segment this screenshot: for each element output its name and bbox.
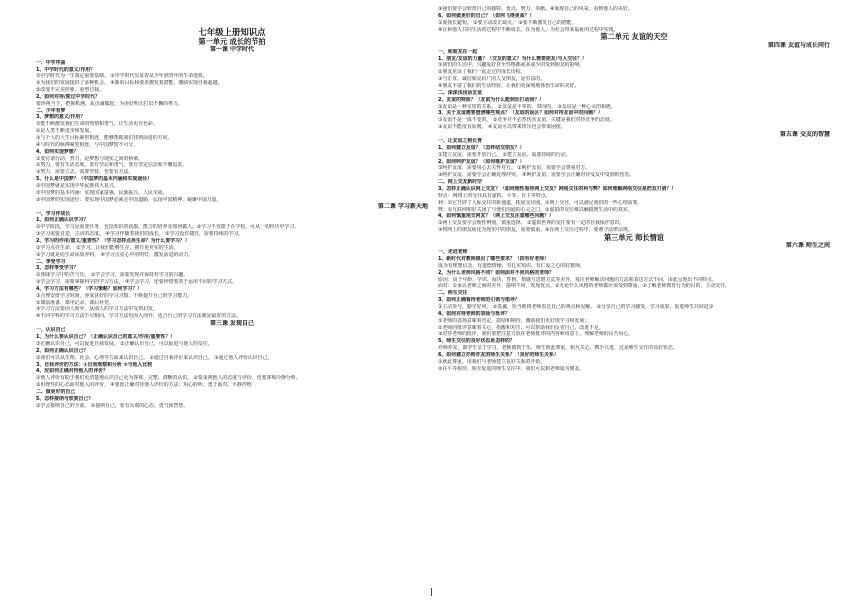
heading-line: 5、师生交往的良好状态是怎样的？ [438,338,515,345]
text-line: ②是人类不断进步和发展。 [36,128,95,135]
text-line: ①体味学习中的苦与乐， ②学会学习，需要发现并保持对学习的兴趣。 [36,272,189,279]
heading-line: 第三单元 师长情谊 [603,232,664,242]
heading-line: 6、如何做更好的自己？（如何飞得更高？） [438,12,535,19]
heading-line: 3、自我评价的方法：①自我观察和分析 ②与他人比较 [36,361,153,368]
heading-line: 2、为什么老师风格不同？如何面对不同风格的老师？ [438,269,554,276]
text-line: ②老师的批评意味着关心，指醒和劝告，可以帮助我们反省自己，改进不足。 [438,324,604,331]
text-line [36,53,428,60]
heading-line: 2、友谊的特质？（友谊为什么能到处打动我？） [438,96,545,103]
text-line: ③我们要学会欣赏自己的独特、优点、努力、奉献。④展现自己的风采，看到他人的美好。 [438,6,633,12]
heading-line: 一、认识自己 [36,327,66,334]
text-line: 亦师亦友，即学生亲于学习，老师离教于乐，师生彼此尊重，相互关心，携手共进，这是师生交往的良好状态。 [438,345,678,352]
text-line: ①正确认识自己，可以促进自我发展。 ②正确认识自己，可以促进与他人的交往。 [36,341,213,347]
text-line: ③呵护友谊，需要学会正确处理冲突。 ④呵护友谊，需要学会正确对待受友中受到的伤害。 [438,172,635,179]
heading-line: 1、如何正确认识学习？ [36,217,89,224]
heading-line: 二、享受学习 [36,258,66,265]
text-line: 特点：网络上的交往具有虚拟、平等、自主等特点。 [438,192,551,199]
text-line: ①我们的生活中，兴趣爱好甚至性格都或多或少的受到朋友的影响。 [438,62,585,69]
heading-line: 4、应如何正确对待他人的评价？ [36,368,108,375]
text-line: ①中学阶段，学习是重要任务，包括知识的获取，能力的培养及如何做人。②学习不仅限于在学校，可从一切经历中学习。 [36,224,300,231]
text-line: ①我们可以从生理、社会、心理等方面来认识自己。 ②通过自我评价来认识自己。 ③通过他人评价认识自己。 [36,354,273,361]
text-line: ③学习就是给生命添加养料， ④学习点亮心中的明灯，激发前进的动力。 [36,251,194,258]
text-line: 利：①它开辟了人际交往的新通道，拓展交往圈。②网上交往，可以满足我们的一些心理需要。 [438,199,643,206]
heading-line: 2、如何正确认识自己？ [36,347,89,354]
heading-line: 2、如何呵护友谊？（如何维护友谊？） [438,158,525,165]
heading-line: 二、深深浅浅话友谊 [438,89,483,96]
text-line: ③学习需要自觉、主动的态度。 ④学习伴随着我们的成长。 ⑤学习没有捷径，需要持续的学习。 [36,231,243,238]
text-line: ①合理安排学习时间，养成良好的学习习惯，不断提升自己的学习能力。 [36,292,192,299]
text-line: ③与个人的人生目标紧密相连，能够帮助我们找到前进的方向。 [36,135,173,141]
text-line: ①要扬长避短。 ②要主动改正缺点。 ③要不断激发自己的潜能。 [438,19,577,26]
text-line: ③用理性的心态面对他人的评价。 ④要愿正确对待他人评价的方法：用心聆听、勇于面对、平静控绝 [36,382,252,389]
text-line: ①建立友谊，需要开放自己。 ②建立友谊，需要持续的行动。 [438,151,571,158]
heading-line: 6、如何建立亦师亦友的师生关系？（良好的师生关系） [438,351,559,358]
text-line: ⑤改变不完美形象，重塑自我。 [36,87,104,94]
heading-line: 二、少年有梦 [36,107,66,114]
heading-line: 1、朋友/友谊的力量？（交友的意义？为什么需要朋友/与人交往？） [438,55,587,62]
heading-line: 3、怎样正确认识网上交友？（如何理性看待网上交友？网络交往的利与弊？如何理解网络交往是把双刃剑？） [438,185,677,192]
text-line: ①呵护友谊，需要用心去关怀对方。 ②呵护友谊，需要学会尊重对方。 [438,165,591,172]
heading-line: 二、网上交友新时空 [438,179,483,186]
heading-line: 第四课 友谊与成长同行 [767,41,830,49]
heading-line: 1、中学时代的意义/作用？ [36,66,95,73]
text-line: ③为我们的发展提供了多种机会。 ④新的目标和要求激发着潜能，激励实现自我超越。 [36,80,223,87]
text-line: ①学习点亮生命， ②学习，让我们能够生存，拥有更充实的生活。 [36,244,179,251]
text-line: 要珍视当下，把握机遇，从点滴做起，为美好明天打出不懈的努力。 [36,100,183,107]
heading-line: 4、如何对待老师的表扬与批评？ [438,310,510,317]
text-line: ③与正直、诚信和见识广的人交朋友，是有益的。 [438,76,546,83]
heading-line: 5、什么是中国梦？（中国梦的基本内涵和实现途径） [36,176,152,183]
heading-line: 一、让友谊之树长青 [438,138,483,145]
heading-line: 一、中学序曲 [36,59,66,66]
text-line: ①网上交友要学会理性辨别，慎重选择。 ②虚拟世界的交往要有一定的自我保护意识。 [438,220,625,227]
heading-line: 2、如何对待/度过中学时代？ [36,93,100,100]
text-line: 弊：①互联网和好关闭了与他们沟通的心灵之门。②虚拟的交往难以触摸到生活中的真实。 [438,206,633,213]
text-line: ②努力，要有生活态度，要有坚忍和勇气，要有坚定信念和不懈追求。 [36,162,188,169]
heading-line: 二、师生交往 [438,290,468,297]
heading-line: 1、为什么要认识自己？（正确认识自己的意义/作用/重要性？） [36,334,176,341]
text-line: ③友谊不能没有原则。 ④友谊可以带来快乐也会带来困扰。 [438,124,566,131]
heading-line: 第五课 交友的智慧 [779,130,830,138]
text-line: 成为有理想信念、有道德情操、有扎实知识、有仁爱之心的好教师。 [438,262,585,269]
text-line: ②中国梦的基本内涵：实现国家富强、民族振兴、人民幸福。 [36,189,168,196]
heading-line: 第一单元 成长的节拍 [198,36,266,46]
text-line: ①中学时代为一生奠定重要基础。 ②中学时代见证着从少年到青年的生命进阶。 [36,73,208,80]
text-line: ③将网上的朋友转化为现实中的朋友，需要慎重。④在网上交往过程中，要遵守法律法规。 [438,227,633,234]
text-line: ③对待老师的批评，我们要把注意力放在老师批评的内容和用意上，理解老师的良苦用心。 [438,331,634,338]
text-line: ④在和他人共同生活的过程中不断成长，在为他人、为社会带来福祉的过程中实现。 [438,26,619,33]
text-line: ④不同学科的学习方法不尽相同，学习方法也因人而异，适合自己的学习方法就是最好的方法。 [36,313,241,320]
heading-line: 第二单元 友谊的天空 [600,32,668,42]
heading-line: 第二课 学习新天地 [377,203,428,211]
heading-line: 1、新时代对教师提出了哪些要求？（四有好老师） [438,256,549,263]
text-line: ①学会接纳自己的全部。 ②接纳自己，要有乐观的心态、勇气和智慧。 [36,402,189,409]
heading-line: 3、如何正确看待老师的引领与指导？ [438,297,520,304]
heading-line: 4、学习方法有哪些？（学习策略？如何学习？） [36,285,143,292]
heading-line: 4、如何实现梦想？ [36,148,79,155]
text-line: ②朋友见证了我们一起走过的成长历程。 [438,69,526,76]
text-line: ②在平等相待、相互促进的师生交往中，我们可以和老师成为朋友。 [438,365,585,372]
text-line: ②课前准备、课中记录，课后补充。 [36,299,114,306]
heading-line: 一、学习伴成长 [36,210,71,217]
text-line: ①他人评价有助于我们更清楚地认识自己更为客观、完整、清晰的认识。 ②要重视他人的态度与评价，也要客观冷静分析。 [36,375,301,382]
text-line: ①友谊是一种亲密的关系。 ②友谊是平等的、双向的。 ③友谊是一种心灵的相遇。 [438,103,616,110]
left-column [36,28,428,409]
heading-line: 4、如何慎重地交网友？（网上交友注意哪些问题？） [438,213,554,220]
heading-line: 5、怎样接纳与欣赏自己？ [36,395,94,402]
text-line: ③努力，需要立志，需要坚持，也要有方法。 [36,169,134,176]
text-line: ③中国梦的实现途径：要实现中国梦必须走中国道路，弘扬中国精神，凝聚中国力量。 [36,196,222,203]
heading-line: 3、怎样享受学习？ [36,265,79,272]
heading-line: 第六课 师生之间 [785,242,830,250]
page-divider-mark [431,588,432,596]
text-line: ①中国梦就是实现中华民族伟大复兴。 [36,182,119,189]
text-line: ①友谊不是一成不变的。 ②竞争并不必然伤害友谊，关键是我们对待竞争的态度。 [438,117,615,124]
text-line: 原因：由于年龄、学识、阅历、性格、情感与思维方式等差异，每位老师解决问题的方法和表达方式不同，由此呈现出不同特点。 [438,276,717,283]
text-line: ③学会学习，需要掌握科学的学习方法。 ④学会学习，还要珍惜要善于运用不同的学习方式。 [36,279,238,286]
text-line: ④与时代的脉搏紧密相连，与中国梦密不可分。 [36,141,139,148]
text-line: ①主动参与，勤学好问。 ②真诚，恰当地将老师表达自己的观点和见解。 ③分享自己的学习感受、学习成果，促进师生共同进步 [438,304,714,310]
heading-line: 2、学习的作用/意义/重要性？（学习怎样点亮生命？为什么要学习？） [36,238,190,244]
heading-line: 二、做更好的自己 [36,388,76,395]
heading-line: 一、走进老师 [438,249,468,256]
text-line: 面对：①承认老师之间的差异，接纳不同，发现优点。②无论什么风格的老师都应该受到尊重。③了解老师教育行为的目的，主动交往。 [438,283,730,290]
text-line: ④朋友丰富了我们的生活经验，让我们更深刻地体悟生命的美好。 [438,82,580,89]
text-line: ①就此尊重，用我们与老师建立良好关系的开始。 [438,358,546,365]
heading-line: 一、和朋友在一起 [438,48,478,55]
doc-title: 七年级上册知识点 [198,27,266,37]
text-line: ①能不断激发我们生命的热情和勇气，让生活更有色彩。 [36,121,158,128]
heading-line: 3、梦想的意义/作用？ [36,114,86,121]
heading-line: 第一课 中学时代 [209,45,255,53]
text-line: ③学习方法要因人而异，从别人的学习方法中受到启发。 [36,306,158,313]
text-line: ①要付诸行动，努力，是梦想与现实之间的桥梁。 [36,155,144,162]
text-line: ①老师的表扬意味着肯定、鼓励和期待，激励我们更好地学习和发展； [438,317,590,324]
heading-line: 3、关于友谊需要澄清哪些观点？（友谊的误区？如何对待友谊中的问题？） [438,110,603,117]
heading-line: 第三课 发现自己 [209,320,255,328]
right-column [438,6,830,372]
heading-line: 1、如何建立友谊？（怎样结交朋友？） [438,144,525,151]
